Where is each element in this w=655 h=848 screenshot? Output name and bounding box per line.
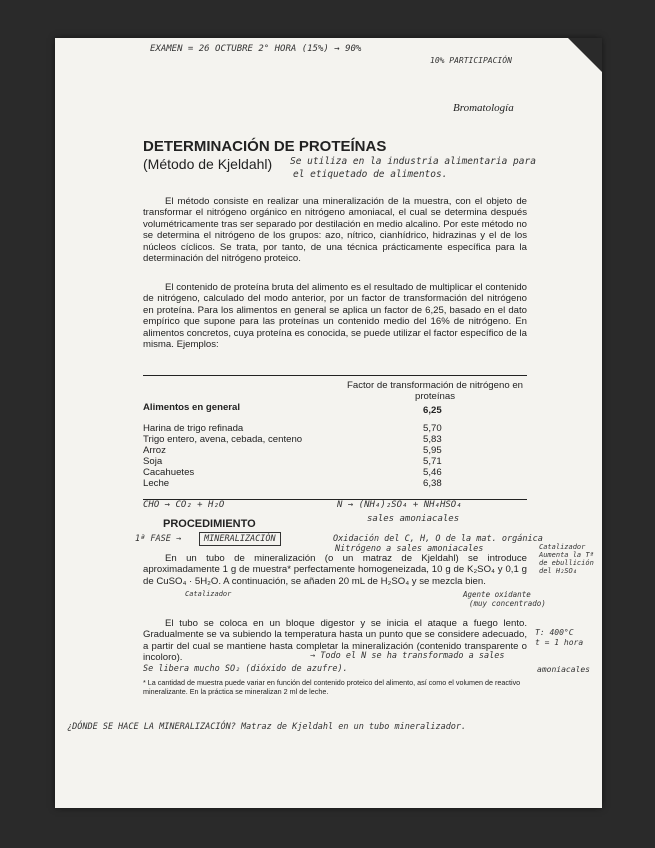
handwritten-all-nitrogen-note: → Todo el N se ha transformado a sales	[310, 651, 505, 661]
paragraph-procedure-1: En un tubo de mineralización (o un matraz de Kjeldahl) se introduce aproximadamente 1 g de muestra* perfectamente homogeneizada, 10 g de K₂SO₄ y 0,1 g de CuSO₄ · 5H₂O. A continuación, se añaden 20 mL de H₂SO₄ y se mezcla bien.	[143, 553, 527, 587]
catalyst-line: de ebullición	[539, 559, 594, 567]
nitrogen-factor-table	[143, 380, 527, 505]
table-row	[143, 423, 527, 434]
temperature-line: T: 400°C	[535, 628, 574, 637]
handwritten-temperature-note	[535, 628, 583, 648]
handwritten-oxidation-note: Oxidación del C, H, O de la mat. orgánica	[333, 534, 543, 544]
table-row	[143, 467, 527, 478]
table-row	[143, 445, 527, 456]
food-factor: 6,38	[423, 478, 442, 489]
paragraph-method: El método consiste en realizar una mineralización de la muestra, con el objeto de transformar el nitrógeno orgánico en nitrógeno amoniacal, el cual se determina después volumétricamente tras ser separado por destilación en medio alcalino. Por este método no se determina el nitrógeno de los grupos: azo, nítrico, cianhídrico, hidrazinas y el de los núcleos cíclicos. Se trata, por tanto, de una técnica prácticamente específica para la determinación del nitrógeno proteico.	[143, 196, 527, 265]
handwritten-reaction-carbon: CHO → CO₂ + H₂O	[143, 500, 225, 510]
food-factor: 5,71	[423, 456, 442, 467]
handwritten-reaction-nitrogen: N → (NH₄)₂SO₄ + NH₄HSO₄	[337, 500, 462, 510]
handwritten-question: ¿DÓNDE SE HACE LA MINERALIZACIÓN? Matraz de Kjeldahl en un tubo mineralizador.	[67, 722, 467, 732]
handwritten-ammoniacal-note: amoniacales	[537, 665, 590, 674]
procedure-heading: PROCEDIMIENTO	[163, 518, 256, 530]
handwritten-phase-label: 1ª FASE →	[135, 534, 182, 544]
food-name: Cacahuetes	[143, 467, 195, 478]
food-name: Arroz	[143, 445, 166, 456]
food-name: Trigo entero, avena, cebada, centeno	[143, 434, 303, 445]
handwritten-participation-note: 10% PARTICIPACIÓN	[430, 56, 512, 65]
handwritten-nitrogen-note: Nitrógeno a sales amoniacales	[335, 544, 484, 554]
food-factor: 5,95	[423, 445, 442, 456]
footnote: * La cantidad de muestra puede variar en función del contenido proteico del alimento, así como el volumen de reactivo mineralizante. En la práctica se mineralizan 2 ml de leche.	[143, 678, 521, 696]
catalyst-line: Catalizador	[539, 543, 586, 551]
handwritten-catalyst-below: Catalizador	[185, 590, 232, 598]
paragraph-protein-content: El contenido de proteína bruta del alimento es el resultado de multiplicar el contenido de nitrógeno, calculado del modo anterior, por un factor de transformación del nitrógeno en proteína. Para los alimentos en general se aplica un factor de 6,25, basado en el dato empírico que supone para las proteínas un contenido medio del 16% de nitrógeno. En alimentos concretos, cuya proteína es conocida, se puede utilizar el factor específico de la misma. Ejemplos:	[143, 282, 527, 351]
table-header-general: Alimentos en general	[143, 402, 241, 413]
time-line: t = 1 hora	[535, 638, 584, 647]
table-header-factor: Factor de transformación de nitrógeno en proteínas	[347, 380, 523, 402]
paragraph-procedure-2: El tubo se coloca en un bloque digestor y se inicia el ataque a fuego lento. Gradualmente se va subiendo la temperatura hasta un punto que se considere adecuado, a partir del cual se mantiene hasta completar la mineralización (contenido transparente o incoloro).	[143, 618, 527, 664]
folded-corner	[568, 38, 602, 72]
table-row	[143, 434, 527, 445]
handwritten-oxidant-note	[463, 590, 546, 608]
catalyst-line: Aumenta la Tª	[539, 551, 594, 559]
handwritten-exam-note: EXAMEN = 26 OCTUBRE 2° HORA (15%) → 90%	[150, 44, 362, 54]
food-factor: 5,83	[423, 434, 442, 445]
food-name: Harina de trigo refinada	[143, 423, 244, 434]
food-name: Leche	[143, 478, 170, 489]
table-header-general-value: 6,25	[423, 405, 442, 416]
page-title: DETERMINACIÓN DE PROTEÍNAS	[143, 138, 387, 155]
handwritten-usage-note-2: el etiquetado de alimentos.	[293, 169, 448, 180]
page-subtitle: (Método de Kjeldahl)	[143, 156, 273, 172]
header-brand: Bromatología	[453, 102, 514, 114]
oxidant-line: (muy concentrado)	[469, 599, 546, 608]
handwritten-so2-note: Se libera mucho SO₂ (dióxido de azufre).	[143, 664, 348, 674]
handwritten-ammonium-salts: sales amoniacales	[367, 514, 460, 524]
document-page	[55, 38, 602, 808]
handwritten-usage-note-1: Se utiliza en la industria alimentaria para	[290, 156, 536, 167]
handwritten-mineralization-box: MINERALIZACIÓN	[199, 532, 281, 546]
oxidant-line: Agente oxidante	[463, 590, 531, 599]
food-factor: 5,70	[423, 423, 442, 434]
table-row	[143, 478, 527, 489]
food-factor: 5,46	[423, 467, 442, 478]
handwritten-catalyst-side	[539, 543, 594, 575]
catalyst-line: del H₂SO₄	[539, 567, 577, 575]
table-top-rule	[143, 375, 527, 376]
food-name: Soja	[143, 456, 163, 467]
table-row	[143, 456, 527, 467]
